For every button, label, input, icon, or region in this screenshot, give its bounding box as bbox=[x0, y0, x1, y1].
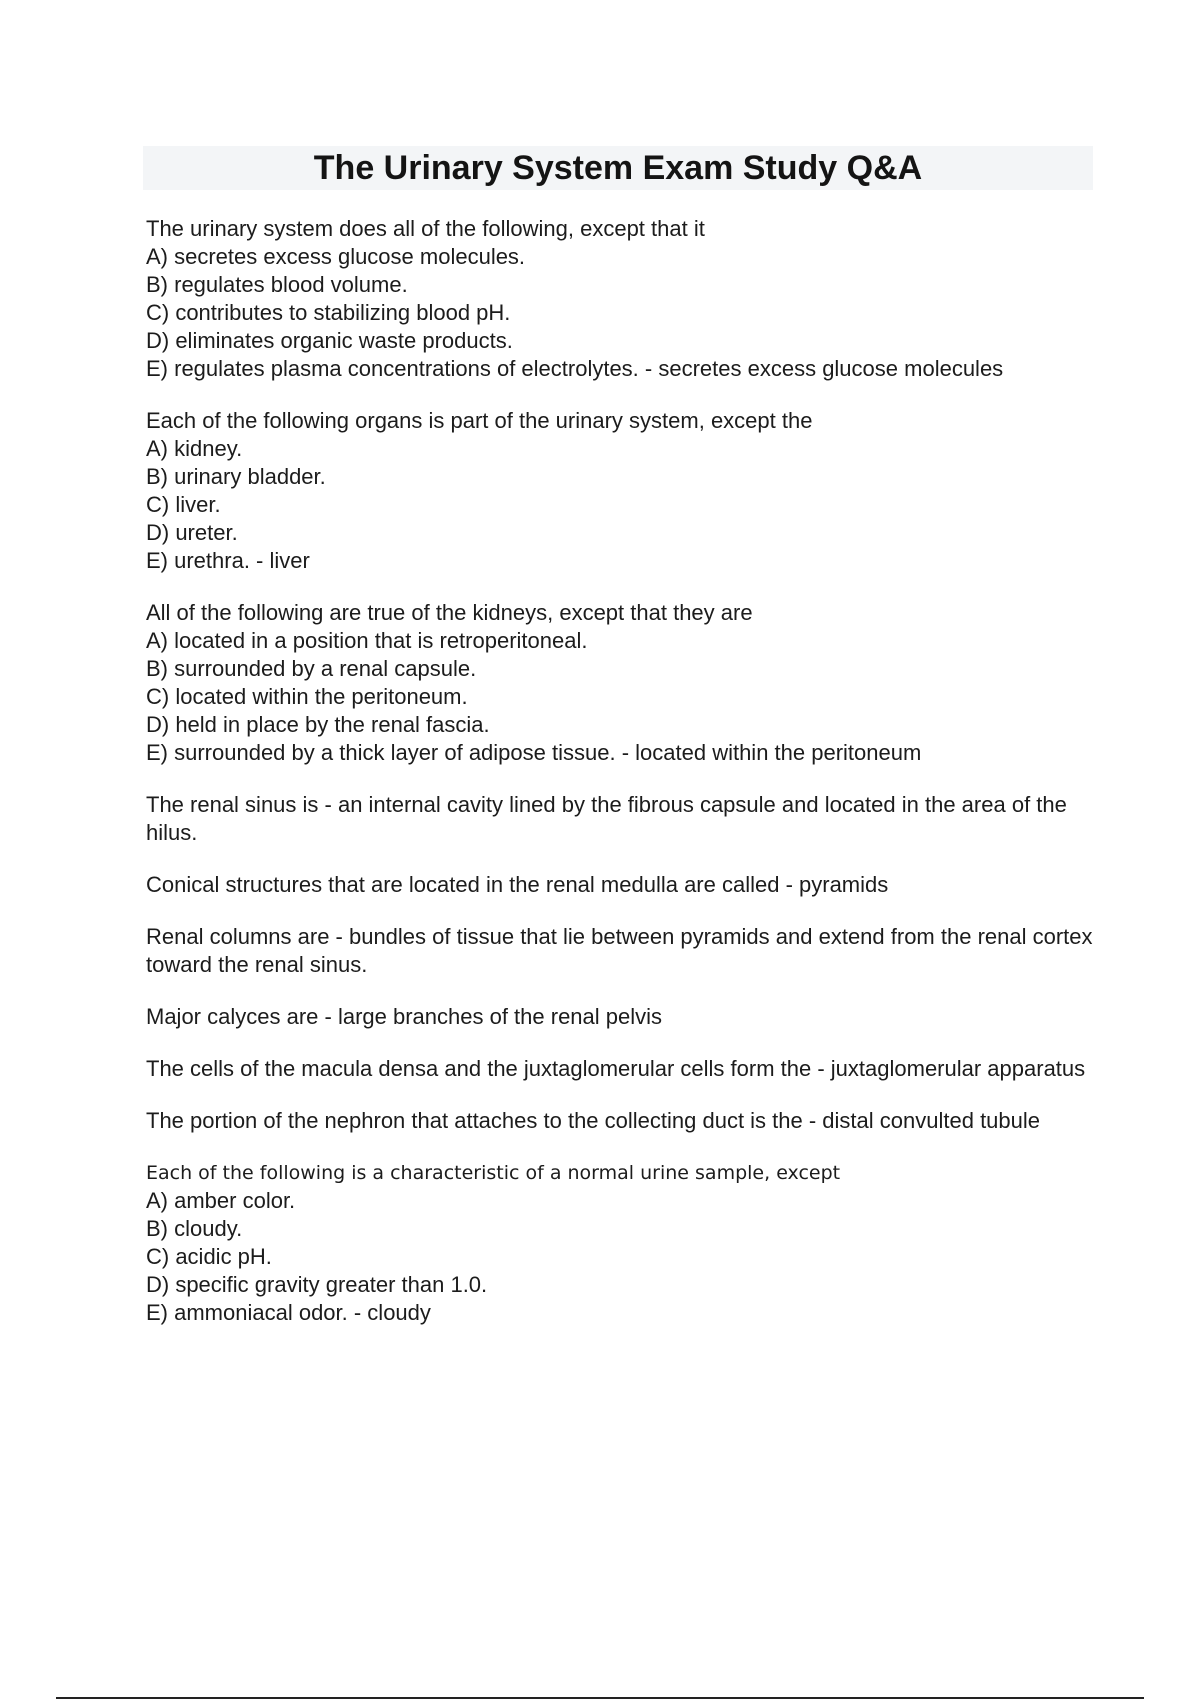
qa-item bbox=[146, 923, 1096, 979]
qa-item bbox=[146, 1055, 1096, 1083]
question-text: Each of the following organs is part of the urinary system, except the bbox=[146, 408, 813, 433]
qa-item bbox=[146, 599, 1096, 767]
option-a: A) located in a position that is retroperitoneal. bbox=[146, 628, 588, 653]
qa-item bbox=[146, 1159, 1096, 1327]
option-c: C) located within the peritoneum. bbox=[146, 684, 468, 709]
option-b: B) cloudy. bbox=[146, 1216, 243, 1241]
option-a: A) secretes excess glucose molecules. bbox=[146, 244, 526, 269]
question-answer-text: The cells of the macula densa and the juxtaglomerular cells form the - juxtaglomerular apparatus bbox=[146, 1056, 1086, 1081]
question-answer-text: Renal columns are - bundles of tissue that lie between pyramids and extend from the renal cortex toward the renal sinus. bbox=[146, 924, 1093, 977]
option-d: D) specific gravity greater than 1.0. bbox=[146, 1272, 488, 1297]
qa-item bbox=[146, 407, 1096, 575]
option-b: B) regulates blood volume. bbox=[146, 272, 408, 297]
option-e-answer: E) urethra. - liver bbox=[146, 548, 310, 573]
question-answer-text: Conical structures that are located in the renal medulla are called - pyramids bbox=[146, 872, 889, 897]
question-answer-text: Major calyces are - large branches of the renal pelvis bbox=[146, 1004, 663, 1029]
qa-item bbox=[146, 215, 1096, 383]
footer-rule bbox=[56, 1697, 1144, 1699]
option-e-answer: E) surrounded by a thick layer of adipose tissue. - located within the peritoneum bbox=[146, 740, 922, 765]
title-bar bbox=[143, 146, 1093, 190]
question-answer-text: The renal sinus is - an internal cavity lined by the fibrous capsule and located in the area of the hilus. bbox=[146, 792, 1067, 845]
option-b: B) urinary bladder. bbox=[146, 464, 326, 489]
qa-list bbox=[146, 215, 1096, 1351]
question-text: Each of the following is a characteristic of a normal urine sample, except bbox=[146, 1162, 841, 1184]
option-d: D) ureter. bbox=[146, 520, 238, 545]
question-text: All of the following are true of the kidneys, except that they are bbox=[146, 600, 753, 625]
option-a: A) kidney. bbox=[146, 436, 243, 461]
qa-item bbox=[146, 1107, 1096, 1135]
option-b: B) surrounded by a renal capsule. bbox=[146, 656, 477, 681]
option-e-answer: E) regulates plasma concentrations of electrolytes. - secretes excess glucose molecules bbox=[146, 356, 1004, 381]
option-c: C) acidic pH. bbox=[146, 1244, 272, 1269]
option-c: C) liver. bbox=[146, 492, 221, 517]
option-e-answer: E) ammoniacal odor. - cloudy bbox=[146, 1300, 431, 1325]
qa-item bbox=[146, 1003, 1096, 1031]
page-title: The Urinary System Exam Study Q&A bbox=[313, 149, 923, 187]
qa-item bbox=[146, 871, 1096, 899]
option-d: D) eliminates organic waste products. bbox=[146, 328, 513, 353]
question-answer-text: The portion of the nephron that attaches to the collecting duct is the - distal convulted tubule bbox=[146, 1108, 1041, 1133]
option-d: D) held in place by the renal fascia. bbox=[146, 712, 490, 737]
option-c: C) contributes to stabilizing blood pH. bbox=[146, 300, 511, 325]
qa-item bbox=[146, 791, 1096, 847]
question-text: The urinary system does all of the following, except that it bbox=[146, 216, 705, 241]
option-a: A) amber color. bbox=[146, 1188, 296, 1213]
